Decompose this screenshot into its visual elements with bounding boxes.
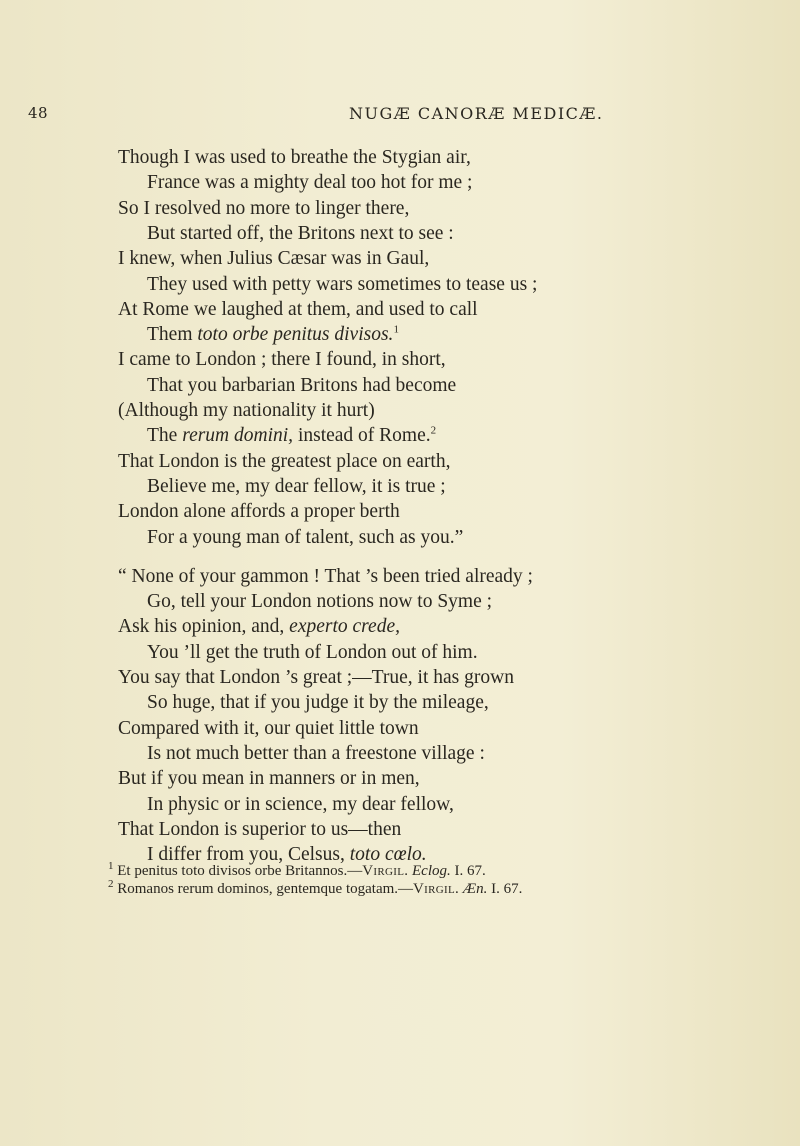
poem-line bbox=[118, 766, 420, 792]
footnote bbox=[108, 862, 486, 880]
footnote-author: Virgil. bbox=[413, 881, 460, 897]
line-text: The bbox=[147, 425, 183, 447]
footnote-mark: 1 bbox=[108, 860, 114, 872]
line-text: That you barbarian Britons had become bbox=[147, 374, 457, 396]
running-title: NUGÆ CANORÆ MEDICÆ. bbox=[349, 104, 604, 123]
line-text: (Although my nationality it hurt) bbox=[118, 400, 375, 421]
line-text: Though I was used to breathe the Stygian air, bbox=[118, 147, 471, 168]
poem-line bbox=[147, 272, 537, 298]
poem-line bbox=[147, 589, 492, 615]
line-text: They used with petty wars sometimes to tease us ; bbox=[147, 273, 538, 295]
poem-line bbox=[118, 449, 450, 475]
footnote-reference: 2 bbox=[430, 424, 437, 437]
poem-line bbox=[118, 246, 429, 272]
poem-line bbox=[118, 614, 400, 640]
poem-line bbox=[118, 145, 471, 171]
poem-line bbox=[118, 499, 400, 525]
footnote-locator: I. 67. bbox=[450, 863, 486, 879]
line-text: For a young man of talent, such as you.” bbox=[147, 526, 464, 548]
poem-line bbox=[118, 196, 409, 222]
line-italic-text: experto crede, bbox=[289, 616, 400, 638]
poem-line bbox=[147, 525, 463, 551]
line-text: But started off, the Britons next to see : bbox=[147, 222, 454, 244]
line-text: At Rome we laughed at them, and used to call bbox=[118, 298, 478, 320]
poem-line bbox=[147, 170, 472, 196]
line-text: So huge, that if you judge it by the mileage, bbox=[147, 692, 489, 714]
poem-line bbox=[147, 690, 489, 716]
line-text: But if you mean in manners or in men, bbox=[118, 768, 420, 790]
line-text: Believe me, my dear fellow, it is true ; bbox=[147, 475, 446, 497]
line-text: In physic or in science, my dear fellow, bbox=[147, 793, 454, 815]
line-text: You ’ll get the truth of London out of him. bbox=[147, 641, 478, 663]
poem-line bbox=[118, 347, 446, 373]
poem-line bbox=[147, 474, 446, 500]
line-text: France was a mighty deal too hot for me ; bbox=[147, 172, 473, 194]
footnote-work: Eclog. bbox=[408, 863, 451, 879]
line-text: I knew, when Julius Cæsar was in Gaul, bbox=[118, 248, 430, 270]
line-text: That London is the greatest place on earth, bbox=[118, 450, 451, 472]
line-italic-text: toto cœlo. bbox=[349, 844, 427, 866]
footnote-text: Et penitus toto divisos orbe Britannos.— bbox=[113, 863, 363, 879]
poem-line bbox=[147, 792, 454, 818]
poem-line bbox=[118, 716, 419, 742]
line-italic-text: rerum domini, bbox=[182, 425, 294, 447]
poem-line bbox=[147, 221, 454, 247]
footnote-reference: 1 bbox=[393, 323, 399, 336]
poem-line bbox=[118, 665, 514, 691]
poem-line bbox=[147, 322, 399, 348]
line-text: You say that London ’s great ;—True, it has grown bbox=[118, 667, 514, 688]
line-text: That London is superior to us—then bbox=[118, 818, 402, 840]
line-text: I differ from you, Celsus, bbox=[147, 844, 350, 866]
poem-line bbox=[118, 398, 375, 424]
line-text: Ask his opinion, and, bbox=[118, 616, 290, 638]
line-text: I came to London ; there I found, in short, bbox=[118, 349, 446, 371]
line-text: Is not much better than a freestone village : bbox=[147, 742, 485, 764]
footnote-author: Virgil. bbox=[362, 863, 409, 879]
poem-line bbox=[118, 564, 533, 590]
line-text: Go, tell your London notions now to Syme ; bbox=[147, 591, 493, 613]
poem-line bbox=[147, 640, 478, 666]
line-text: Them bbox=[147, 324, 198, 346]
poem-line bbox=[147, 741, 485, 767]
line-text: “ None of your gammon ! That ’s been tried already ; bbox=[118, 565, 533, 587]
poem-line bbox=[147, 373, 456, 399]
page-number: 48 bbox=[28, 104, 49, 122]
line-text: So I resolved no more to linger there, bbox=[118, 197, 410, 219]
poem-line bbox=[118, 297, 478, 323]
footnote bbox=[108, 880, 522, 898]
footnote-mark: 2 bbox=[108, 878, 114, 890]
line-text: London alone affords a proper berth bbox=[118, 501, 400, 523]
poem-line bbox=[147, 423, 436, 449]
line-text: Compared with it, our quiet little town bbox=[118, 717, 419, 739]
footnote-work: Æn. bbox=[459, 881, 488, 897]
footnote-text: Romanos rerum dominos, gentemque togatam.— bbox=[113, 881, 414, 897]
line-text-after: instead of Rome. bbox=[293, 425, 431, 447]
poem-line bbox=[118, 817, 401, 843]
line-italic-text: toto orbe penitus divisos. bbox=[197, 324, 394, 346]
footnote-locator: I. 67. bbox=[487, 881, 523, 897]
